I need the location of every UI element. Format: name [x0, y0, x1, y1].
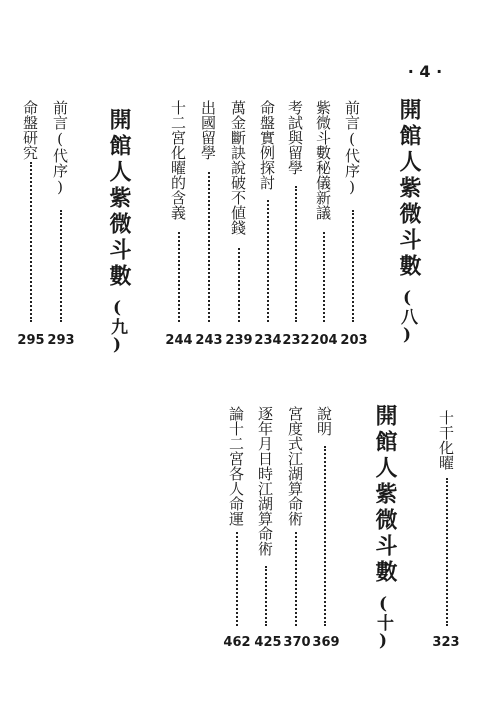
toc-entry — [287, 100, 302, 175]
book8-heading — [398, 98, 420, 345]
toc-entry-label: 宮度式江湖算命術 — [286, 406, 304, 526]
book10-volume: (十) — [373, 594, 393, 651]
leader-dots — [30, 162, 32, 322]
toc-entry-page: 244 — [165, 333, 193, 348]
leader-dots — [178, 232, 180, 322]
toc-entry-label: 十二宮化曜的含義 — [169, 100, 187, 220]
toc-entry — [170, 100, 185, 220]
toc-entry-page: 425 — [254, 635, 282, 650]
toc-entry — [438, 410, 453, 470]
toc-entry-page: 239 — [225, 333, 253, 348]
leader-dots — [267, 200, 269, 322]
toc-entry — [230, 100, 245, 235]
toc-entry — [344, 100, 359, 196]
toc-entry-page: 369 — [312, 635, 340, 650]
book8-volume: (八) — [397, 288, 417, 345]
toc-entry-label: 萬金斷訣說破不値錢 — [229, 100, 247, 235]
leader-dots — [295, 186, 297, 322]
toc-entry-label: 考試與留學 — [286, 100, 304, 175]
leader-dots — [446, 478, 448, 626]
toc-entry-page: 204 — [310, 333, 338, 348]
toc-entry-label: 說明 — [315, 406, 333, 436]
leader-dots — [236, 532, 238, 626]
book9-heading — [108, 108, 130, 355]
toc-entry-page: 234 — [254, 333, 282, 348]
leader-dots — [60, 210, 62, 322]
toc-entry — [315, 100, 330, 220]
toc-entry-label: 出國留學 — [199, 100, 217, 160]
toc-entry — [259, 100, 274, 190]
page-number: · 4 · — [407, 62, 443, 81]
toc-entry — [257, 406, 272, 556]
toc-entry-label: 十干化曜 — [437, 410, 455, 470]
toc-entry-label: 命盤實例探討 — [258, 100, 276, 190]
book9-title: 開館人紫微斗數 — [106, 108, 132, 290]
toc-entry — [200, 100, 215, 160]
toc-entry-page: 323 — [432, 635, 460, 650]
leader-dots — [352, 210, 354, 322]
toc-entry-label: 逐年月日時江湖算命術 — [256, 406, 274, 556]
leader-dots — [208, 172, 210, 322]
toc-entry — [316, 406, 331, 436]
book10-title: 開館人紫微斗數 — [372, 404, 398, 586]
toc-entry-label: 紫微斗數秘儀新議 — [314, 100, 332, 220]
book10-heading — [374, 404, 396, 651]
leader-dots — [238, 248, 240, 322]
toc-entry-page: 293 — [47, 333, 75, 348]
toc-entry-page: 370 — [283, 635, 311, 650]
toc-entry — [22, 100, 37, 160]
leader-dots — [295, 532, 297, 626]
book9-volume: (九) — [107, 298, 127, 355]
toc-entry-label: 前言(代序) — [343, 100, 361, 196]
toc-entry-label: 論十二宮各人命運 — [227, 406, 245, 526]
book8-title: 開館人紫微斗數 — [396, 98, 422, 280]
leader-dots — [265, 566, 267, 626]
toc-entry — [228, 406, 243, 526]
toc-entry-page: 295 — [17, 333, 45, 348]
toc-entry — [52, 100, 67, 196]
toc-entry-page: 203 — [340, 333, 368, 348]
toc-entry — [287, 406, 302, 526]
leader-dots — [324, 446, 326, 626]
toc-entry-page: 232 — [282, 333, 310, 348]
toc-entry-page: 243 — [195, 333, 223, 348]
toc-entry-label: 命盤研究 — [21, 100, 39, 160]
toc-entry-page: 462 — [223, 635, 251, 650]
toc-entry-label: 前言(代序) — [51, 100, 69, 196]
leader-dots — [323, 232, 325, 322]
